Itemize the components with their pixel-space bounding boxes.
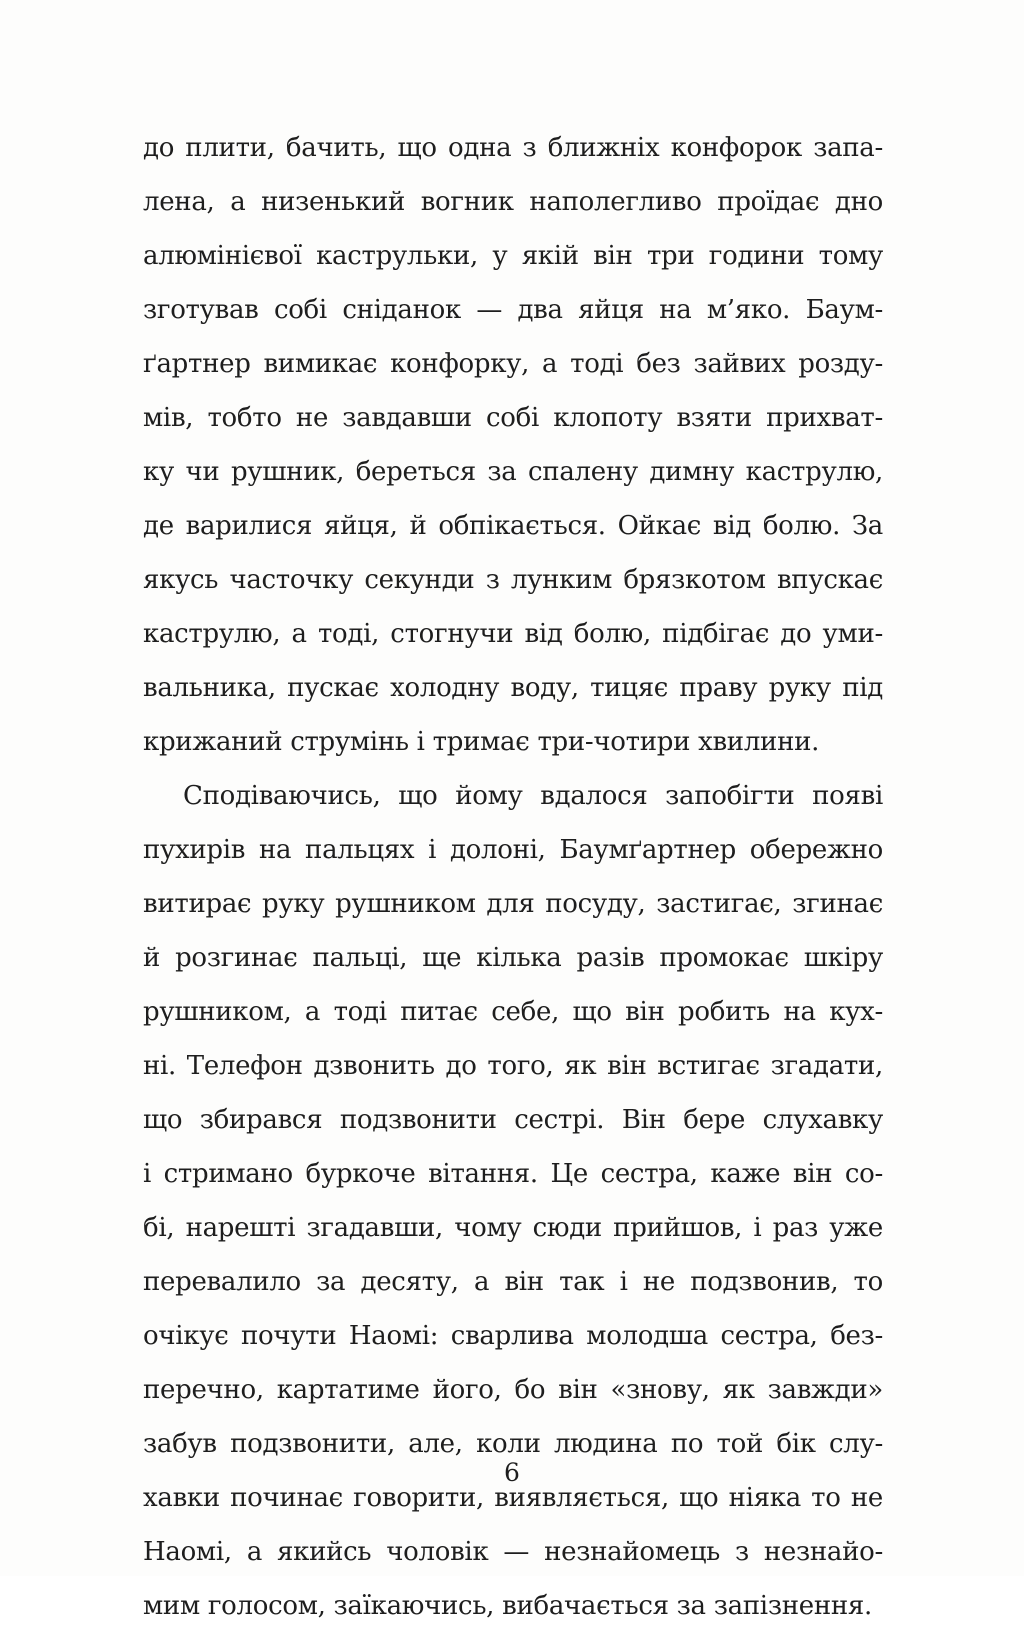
text-line: бі, нарешті згадавши, чому сюди прийшов, і раз уже bbox=[143, 1213, 883, 1243]
text-line: перевалило за десяту, а він так і не подзвонив, то bbox=[143, 1267, 883, 1297]
page-number: 6 bbox=[504, 1458, 520, 1487]
body-text bbox=[143, 121, 883, 1633]
text-line: де варилися яйця, й обпікається. Ойкає від болю. За bbox=[143, 511, 883, 541]
text-line: зготував собі сніданок — два яйця на м’яко. Баум- bbox=[143, 295, 883, 325]
text-line: лена, а низенький вогник наполегливо проїдає дно bbox=[143, 187, 883, 217]
text-line: рушником, а тоді питає себе, що він робить на кух- bbox=[143, 997, 883, 1027]
text-line: і стримано буркоче вітання. Це сестра, каже він со- bbox=[143, 1159, 883, 1189]
text-line: забув подзвонити, але, коли людина по той бік слу- bbox=[143, 1429, 883, 1459]
text-line: очікує почути Наомі: сварлива молодша сестра, без- bbox=[143, 1321, 883, 1351]
text-line: пухирів на пальцях і долоні, Баумґартнер обережно bbox=[143, 835, 883, 865]
text-line: ні. Телефон дзвонить до того, як він встигає згадати, bbox=[143, 1051, 883, 1081]
text-line: якусь часточку секунди з лунким брязкотом впускає bbox=[143, 565, 883, 595]
text-line: вальника, пускає холодну воду, тицяє праву руку під bbox=[143, 673, 883, 703]
text-line: до плити, бачить, що одна з ближніх конфорок запа- bbox=[143, 133, 883, 163]
text-line: перечно, картатиме його, бо він «знову, як завжди» bbox=[143, 1375, 883, 1405]
text-line: мів, тобто не завдавши собі клопоту взяти прихват- bbox=[143, 403, 883, 433]
text-line: хавки починає говорити, виявляється, що ніяка то не bbox=[143, 1483, 883, 1513]
text-line: Наомі, а якийсь чоловік — незнайомець з незнайо- bbox=[143, 1537, 883, 1567]
text-line: крижаний струмінь і тримає три-чотири хвилини. bbox=[143, 727, 820, 757]
text-line: мим голосом, заїкаючись, вибачається за запізнення. bbox=[143, 1591, 872, 1621]
text-line: витирає руку рушником для посуду, застигає, згинає bbox=[143, 889, 883, 919]
text-line: алюмінієвої каструльки, у якій він три години тому bbox=[143, 241, 883, 271]
text-line: каструлю, а тоді, стогнучи від болю, підбігає до уми- bbox=[143, 619, 883, 649]
paragraph-2 bbox=[143, 769, 883, 1633]
text-line: Сподіваючись, що йому вдалося запобігти появі bbox=[183, 781, 883, 811]
text-line: що збирався подзвонити сестрі. Він бере слухавку bbox=[143, 1105, 883, 1135]
paragraph-1 bbox=[143, 121, 883, 769]
text-line: й розгинає пальці, ще кілька разів промокає шкіру bbox=[143, 943, 883, 973]
text-line: ґартнер вимикає конфорку, а тоді без зайвих розду- bbox=[143, 349, 883, 379]
text-line: ку чи рушник, береться за спалену димну каструлю, bbox=[143, 457, 883, 487]
